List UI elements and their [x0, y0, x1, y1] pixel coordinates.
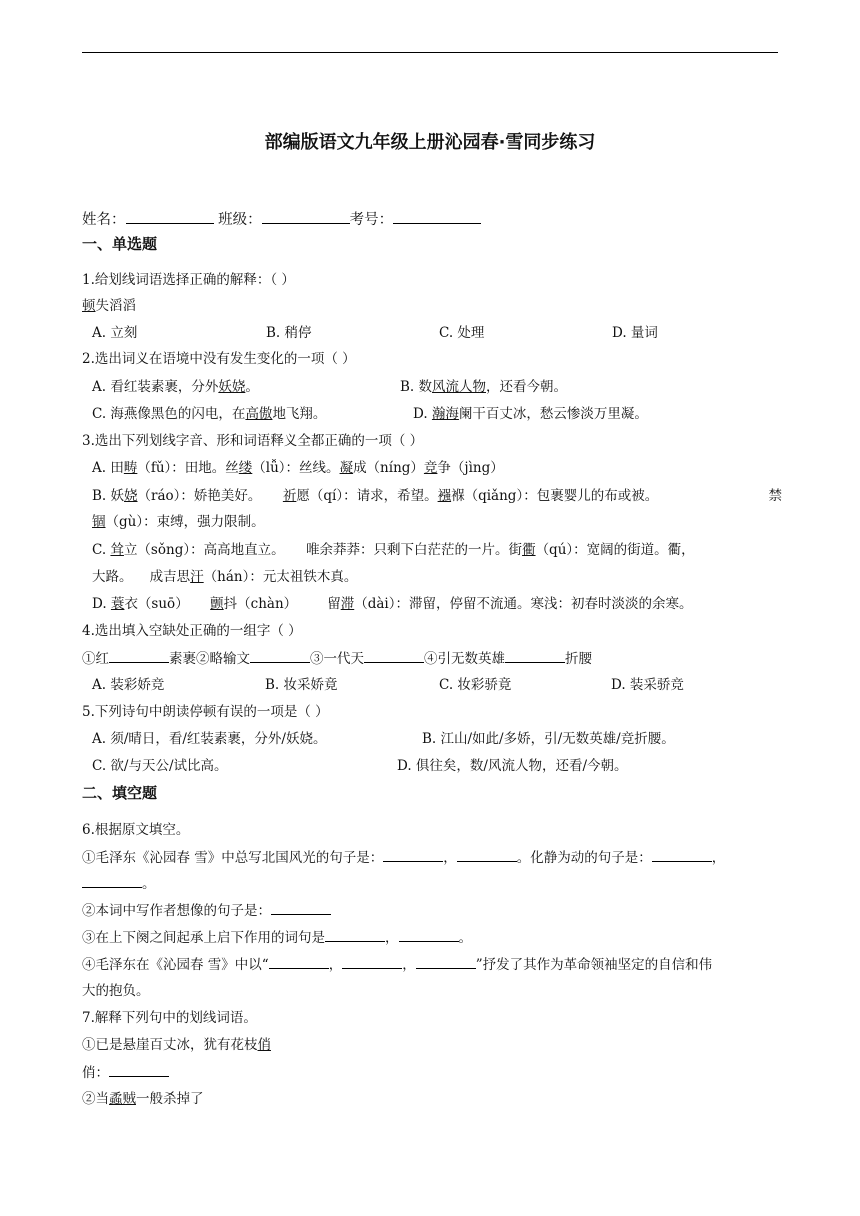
q6-l4-t3: ”抒发了其作为革命领袖坚定的自信和伟 — [475, 957, 713, 973]
q3-a-t6: 成（níng） — [353, 460, 424, 476]
q3-d-t4: 抖（chàn） — [223, 596, 298, 612]
q3-option-d[interactable] — [92, 594, 692, 614]
q6-l4-t1: ， — [328, 957, 343, 973]
q6-blank-5[interactable] — [271, 900, 331, 915]
q3-a-u3: 缕 — [238, 460, 253, 476]
q3-a-t4: （lǚ）：丝线。 — [252, 460, 340, 476]
q2-option-a[interactable] — [92, 377, 259, 397]
q2-option-c[interactable] — [92, 404, 326, 424]
q3-option-c[interactable] — [92, 540, 695, 560]
q3-a-t8: 争（jìng） — [437, 460, 504, 476]
q4-t4: 折腰 — [565, 651, 592, 667]
q3-option-b[interactable] — [92, 486, 782, 506]
exam-blank[interactable] — [393, 209, 481, 224]
header-rule — [82, 52, 778, 53]
q3-d-u6: 滞 — [340, 596, 355, 612]
q2-b-end: ，还看今朝。 — [486, 379, 568, 395]
q6-blank-9[interactable] — [342, 954, 402, 969]
q6-l1-t0: ①毛泽东《沁园春 雪》中总写北国风光的句子是： — [82, 850, 384, 866]
q5-option-a[interactable]: A. 须/晴日，看/红装素裹，分外/妖娆。 — [92, 731, 327, 747]
q7-line2 — [82, 1062, 169, 1083]
q6-line3 — [82, 927, 472, 948]
q7-l3-end: 一般杀掉了 — [136, 1091, 204, 1107]
q4-option-c[interactable]: C. 妆彩骄竟 — [439, 677, 512, 693]
q3-a-t2: （fǔ）：田地。丝 — [137, 460, 239, 476]
q2-d-text: D. — [413, 406, 432, 422]
q3-d-t0: D. — [92, 596, 111, 612]
q1-option-d[interactable]: D. 量词 — [612, 325, 658, 341]
section-fill-blank: 二、填空题 — [82, 784, 158, 802]
q4-t2: ③一代天 — [310, 651, 364, 667]
q5-stem: 5.下列诗句中朗读停顿有误的一项是（ ） — [82, 704, 329, 720]
q6-l1-end: 。 — [142, 876, 156, 892]
q3-c-t0: C. — [92, 542, 111, 558]
name-blank[interactable] — [126, 209, 214, 224]
q6-blank-10[interactable] — [416, 954, 476, 969]
q3-b-t4: 愿（qí）：请求，希望。 — [296, 488, 438, 504]
q1-word-underlined: 顿 — [82, 298, 96, 314]
q3-d-t2: 衣（suō） — [124, 596, 189, 612]
q6-blank-8[interactable] — [269, 954, 329, 969]
q4-blank-2[interactable] — [250, 648, 310, 663]
q5-option-c[interactable]: C. 欲/与天公/试比高。 — [92, 758, 228, 774]
q2-d-underlined: 瀚海 — [431, 406, 459, 422]
class-blank[interactable] — [262, 209, 350, 224]
q2-c-underlined: 高傲 — [245, 406, 273, 422]
q5-option-b[interactable]: B. 江山/如此/多娇，引/无数英雄/竞折腰。 — [422, 731, 675, 747]
q3-b-u3: 祈 — [282, 488, 297, 504]
q4-stem: 4.选出填入空缺处正确的一组字（ ） — [82, 623, 302, 639]
q3-c-t3: 唯余莽莽：只剩下白茫茫的一片。街 — [306, 542, 523, 558]
q1-option-c[interactable]: C. 处理 — [439, 325, 485, 341]
q5-option-d[interactable]: D. 俱往矣，数/风流人物，还看/今朝。 — [397, 758, 628, 774]
q3-a-u5: 凝 — [339, 460, 354, 476]
q2-a-text: A. 看红装素裹，分外 — [92, 379, 219, 395]
q3-b2-t1: （gù）：束缚，强力限制。 — [105, 514, 265, 530]
q2-option-d[interactable] — [413, 404, 648, 424]
q1-word — [82, 296, 136, 316]
q1-option-b[interactable]: B. 稍停 — [266, 325, 312, 341]
q6-line1-cont — [82, 873, 156, 894]
q6-line1 — [82, 847, 725, 868]
q7-line1 — [82, 1035, 271, 1055]
q3-d-t7: （dài）：滞留，停留不流通。寒浅：初春时淡淡的余寒。 — [354, 596, 693, 612]
q6-l3-t1: ， — [385, 930, 399, 946]
q3-b-t2: （ráo）：娇艳美好。 — [137, 488, 262, 504]
q3-option-b-cont — [92, 512, 265, 532]
q6-blank-7[interactable] — [399, 927, 459, 942]
q4-blank-4[interactable] — [505, 648, 565, 663]
q2-a-underlined: 妖娆 — [218, 379, 246, 395]
q3-c-u1: 耸 — [110, 542, 124, 558]
q3-option-a[interactable] — [92, 458, 504, 478]
section-single-choice: 一、单选题 — [82, 235, 158, 253]
q7-l1-text: ①已是悬崖百丈冰，犹有花枝 — [82, 1037, 258, 1053]
q6-l3-t2: 。 — [458, 930, 472, 946]
q4-t0: ①红 — [82, 651, 109, 667]
q3-c2-t3: （hán）：元太祖铁木真。 — [203, 569, 358, 585]
q2-b-text: B. 数 — [400, 379, 433, 395]
q6-l1-t3: ， — [711, 850, 726, 866]
exam-label: 考号： — [349, 212, 394, 228]
q1-stem: 1.给划线词语选择正确的解释：（ ） — [82, 272, 295, 288]
q7-l3-text: ②当 — [82, 1091, 109, 1107]
q1-word-rest: 失滔滔 — [95, 298, 136, 314]
q3-c2-u2: 汗 — [190, 569, 204, 585]
q3-b-t6: 褓（qiǎng）：包裹婴儿的布或被。 — [451, 488, 659, 504]
q7-l3-underlined: 蟊贼 — [109, 1091, 136, 1107]
q4-option-b[interactable]: B. 妆采娇竟 — [265, 677, 338, 693]
q3-c-t2: 立（sǒng）：高高地直立。 — [123, 542, 285, 558]
q6-l1-t1: ， — [443, 850, 457, 866]
q2-d-end: 阑干百丈冰，愁云惨淡万里凝。 — [458, 406, 648, 422]
q2-b-underlined: 风流人物 — [432, 379, 487, 395]
q3-c-t5: （qú）：宽阔的街道。衢， — [535, 542, 695, 558]
q4-blank-1[interactable] — [109, 648, 169, 663]
q3-c-u4: 衢 — [522, 542, 536, 558]
q2-a-end: 。 — [245, 379, 259, 395]
q4-fill-line — [82, 648, 592, 669]
student-info-line — [82, 209, 481, 230]
q6-blank-6[interactable] — [325, 927, 385, 942]
q4-t3: ④引无数英雄 — [424, 651, 505, 667]
q7-l2-label: 俏： — [82, 1065, 109, 1081]
q1-option-a[interactable]: A. 立刻 — [92, 325, 138, 341]
q3-a-u1: 畴 — [123, 460, 138, 476]
q4-t1: 素裹②略输文 — [169, 651, 250, 667]
q3-b-t0: B. 妖 — [92, 488, 125, 504]
q7-blank-1[interactable] — [109, 1062, 169, 1077]
q3-d-u3: 颤 — [210, 596, 224, 612]
q3-a-u7: 竞 — [423, 460, 438, 476]
q3-c2-t1: 成吉思 — [149, 569, 191, 585]
q3-stem: 3.选出下列划线字音、形和词语释义全都正确的一项（ ） — [82, 433, 424, 449]
class-label: 班级： — [218, 212, 262, 228]
q6-line4 — [82, 954, 712, 975]
q2-c-text: C. 海燕像黑色的闪电，在 — [92, 406, 246, 422]
q3-a-t0: A. 田 — [92, 460, 124, 476]
q7-l1-underlined: 俏 — [257, 1037, 271, 1053]
q6-line4-cont: 大的抱负。 — [82, 983, 150, 999]
q6-blank-3[interactable] — [652, 847, 712, 862]
q4-option-a[interactable]: A. 装彩娇竞 — [92, 677, 165, 693]
name-label: 姓名： — [82, 212, 126, 228]
q7-stem: 7.解释下列句中的划线词语。 — [82, 1010, 257, 1026]
q3-d-u1: 蓑 — [110, 596, 125, 612]
q2-option-b[interactable] — [400, 377, 567, 397]
q3-c2-t0: 大路。 — [92, 569, 133, 585]
q3-b2-u0: 锢 — [92, 514, 106, 530]
q6-l2-t0: ②本词中写作者想像的句子是： — [82, 903, 271, 919]
q3-b-u1: 娆 — [124, 488, 138, 504]
q6-stem: 6.根据原文填空。 — [82, 822, 190, 838]
q7-line3 — [82, 1089, 204, 1109]
q6-l1-t2: 。化静为动的句子是： — [516, 850, 652, 866]
q3-b-u5: 襁 — [437, 488, 452, 504]
q2-c-end: 地飞翔。 — [272, 406, 327, 422]
q2-stem: 2.选出词义在语境中没有发生变化的一项（ ） — [82, 351, 356, 367]
q6-blank-1[interactable] — [383, 847, 443, 862]
page-title: 部编版语文九年级上册沁园春·雪同步练习 — [264, 132, 596, 153]
q3-b-end: 禁 — [768, 488, 782, 504]
q3-option-c-cont — [92, 567, 357, 587]
q4-blank-3[interactable] — [364, 648, 424, 663]
q6-line2 — [82, 900, 331, 921]
q6-blank-2[interactable] — [457, 847, 517, 862]
q6-l4-t2: ， — [402, 957, 416, 973]
q6-l4-t0: ④毛泽东在《沁园春 雪》中以“ — [82, 957, 269, 973]
q6-blank-4[interactable] — [82, 873, 142, 888]
q3-d-t5: 留 — [327, 596, 341, 612]
q6-l3-t0: ③在上下阕之间起承上启下作用的词句是 — [82, 930, 325, 946]
q4-option-d[interactable]: D. 装采骄竞 — [611, 677, 684, 693]
